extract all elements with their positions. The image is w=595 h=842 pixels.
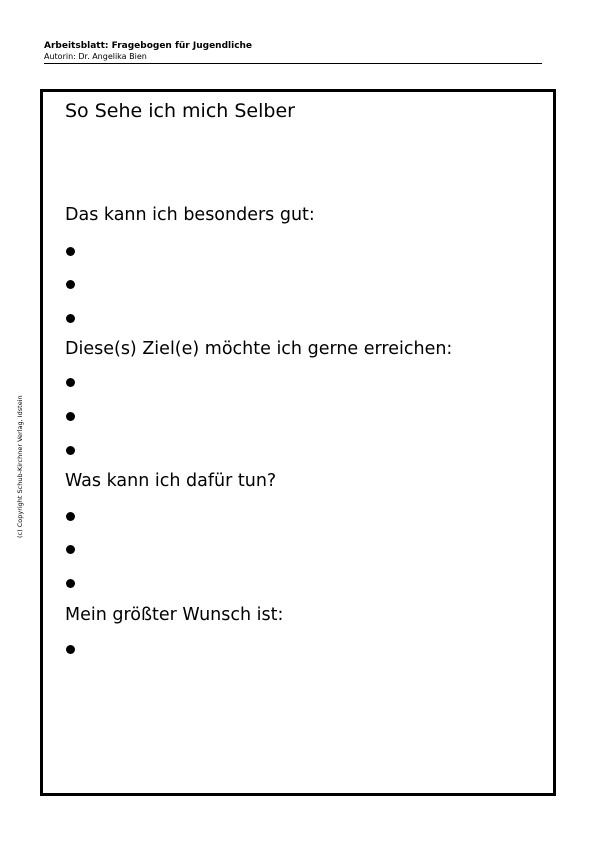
document-header (44, 41, 542, 62)
bullet-point (66, 446, 75, 455)
section-heading-goals: Diese(s) Ziel(e) möchte ich gerne erreichen: (65, 339, 453, 359)
bullet-point (66, 579, 75, 588)
worksheet-frame (40, 89, 556, 796)
bullet-point (66, 412, 75, 421)
section-heading-actions: Was kann ich dafür tun? (65, 471, 277, 491)
section-heading-wish: Mein größter Wunsch ist: (65, 605, 284, 625)
worksheet-title: So Sehe ich mich Selber (65, 100, 295, 122)
bullet-point (66, 247, 75, 256)
header-title: Arbeitsblatt: Fragebogen für Jugendliche (44, 41, 253, 51)
bullet-point (66, 280, 75, 289)
section-heading-strengths: Das kann ich besonders gut: (65, 205, 315, 225)
copyright-notice: (c) Copyright Schub-Kirchner Verlag, Idstein (16, 395, 24, 538)
bullet-point (66, 314, 75, 323)
header-author: Autorin: Dr. Angelika Bien (44, 52, 147, 61)
bullet-point (66, 545, 75, 554)
bullet-point (66, 378, 75, 387)
header-divider (44, 63, 542, 64)
bullet-point (66, 645, 75, 654)
bullet-point (66, 512, 75, 521)
